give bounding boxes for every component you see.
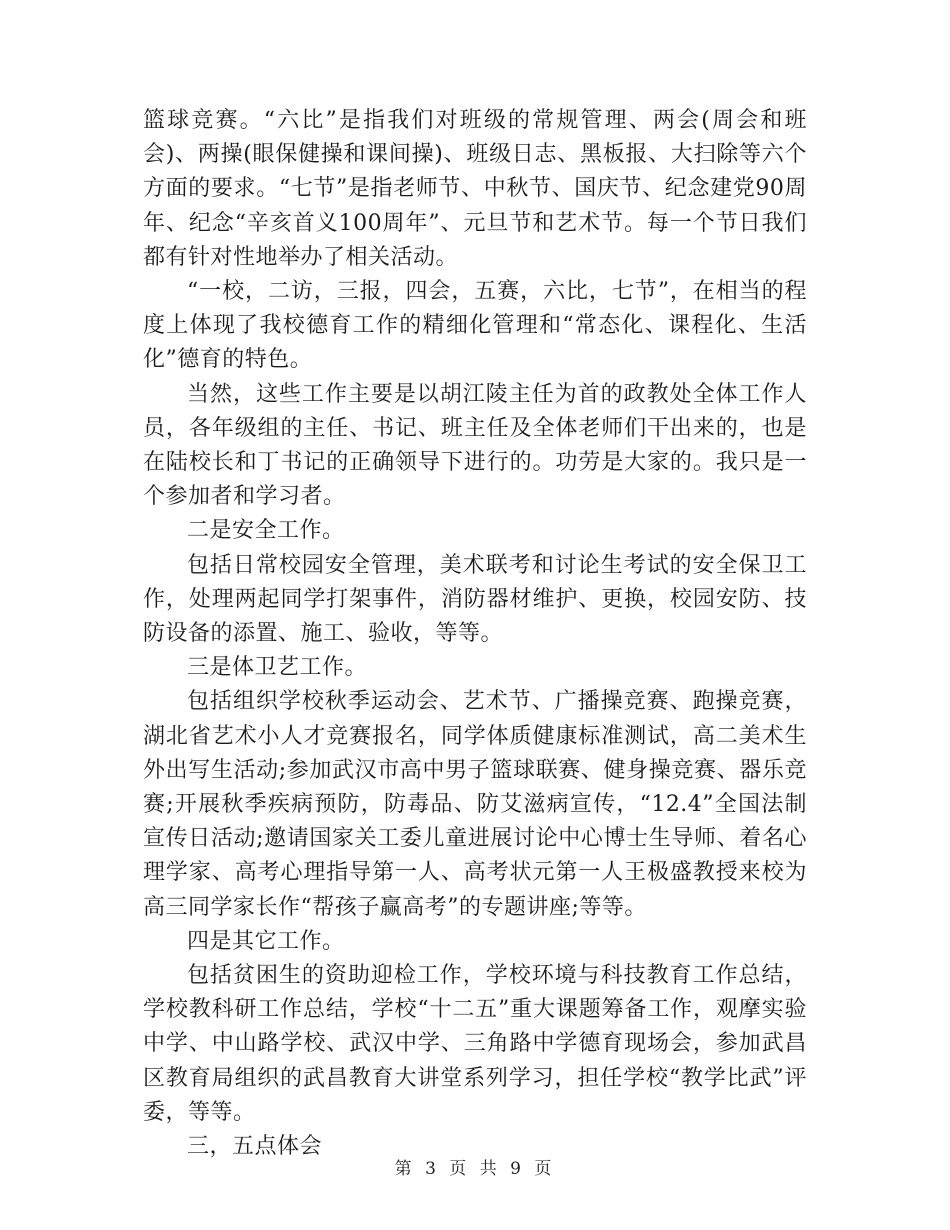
page-number-footer: 第 3 页 共 9 页: [394, 1159, 556, 1179]
paragraph: 篮球竞赛。“六比”是指我们对班级的常规管理、两会(周会和班会)、两操(眼保健操和课间操)、班级日志、黑板报、大扫除等六个方面的要求。“七节”是指老师节、中秋节、国庆节、纪念建党90周年、纪念“辛亥首义100周年”、元旦节和艺术节。每一个节日我们都有针对性地举办了相关活动。: [143, 108, 807, 270]
section-heading: 三是体卫艺工作。: [187, 655, 368, 681]
section-heading: 二是安全工作。: [187, 518, 345, 544]
paragraph: 包括贫困生的资助迎检工作，学校环境与科技教育工作总结，学校教科研工作总结，学校“十二五”重大课题筹备工作，观摩实验中学、中山路学校、武汉中学、三角路中学德育现场会，参加武昌区教育局组织的武昌教育大讲堂系列学习，担任学校“教学比武”评委，等等。: [143, 963, 807, 1125]
paragraph: 当然，这些工作主要是以胡江陵主任为首的政教处全体工作人员，各年级组的主任、书记、班主任及全体老师们干出来的，也是在陆校长和丁书记的正确领导下进行的。功劳是大家的。我只是一个参加者和学习者。: [143, 381, 807, 510]
paragraph: “一校，二访，三报，四会，五赛，六比，七节”，在相当的程度上体现了我校德育工作的精细化管理和“常态化、课程化、生活化”德育的特色。: [143, 279, 807, 373]
section-heading: 三，五点体会: [187, 1134, 323, 1160]
paragraph: 包括组织学校秋季运动会、艺术节、广播操竞赛、跑操竞赛，湖北省艺术小人才竞赛报名，同学体质健康标准测试，高二美术生外出写生活动;参加武汉市高中男子篮球联赛、健身操竞赛、器乐竞赛;开展秋季疾病预防，防毒品、防艾滋病宣传，“12.4”全国法制宣传日活动;邀请国家关工委儿童进展讨论中心博士生导师、着名心理学家、高考心理指导第一人、高考状元第一人王极盛教授来校为高三同学家长作“帮孩子赢高考”的专题讲座;等等。: [143, 689, 807, 920]
document-body: [143, 104, 807, 1164]
section-heading: 四是其它工作。: [187, 928, 345, 954]
paragraph: 包括日常校园安全管理，美术联考和讨论生考试的安全保卫工作，处理两起同学打架事件，消防器材维护、更换，校园安防、技防设备的添置、施工、验收，等等。: [143, 552, 807, 647]
